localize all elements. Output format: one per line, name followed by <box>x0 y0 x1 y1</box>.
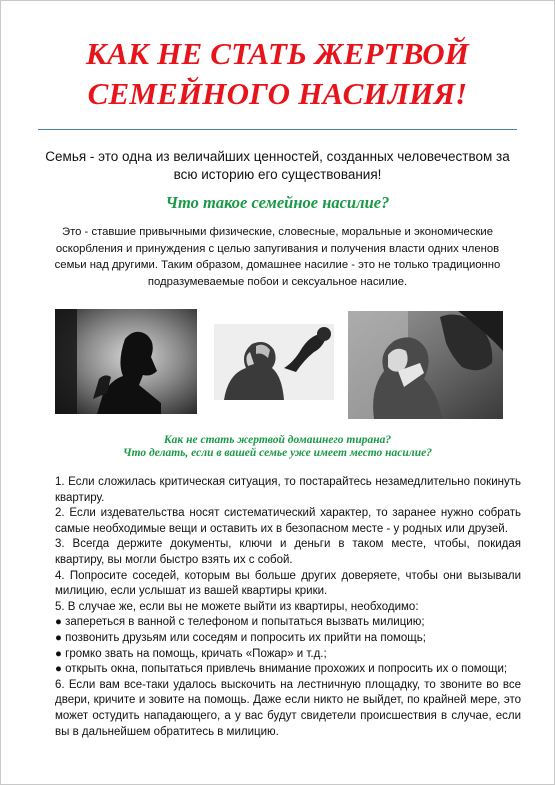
advice-list <box>55 475 521 740</box>
advice-item: 6. Если вам все-таки удалось выскочить на лестничную площадку, то звоните во все двери, кричите и зовите на помощь. Даже если никто не выйдет, по крайней мере, это может остудить нападающего, а у вас будут свидетели происшествия в случае, если вы в дальнейшем обратитесь в милицию. <box>55 678 521 738</box>
title-line-1: КАК НЕ СТАТЬ ЖЕРТВОЙ <box>85 36 470 71</box>
intro-text: Семья - это одна из величайших ценностей, созданных человечеством за всю историю его существования! <box>45 149 510 182</box>
section-heading: Что такое семейное насилие? <box>165 193 390 212</box>
advice-item: 1. Если сложилась критическая ситуация, то постарайтесь незамедлительно покинуть квартиру. <box>55 476 521 504</box>
title-divider <box>38 129 517 130</box>
photo-woman-and-fist <box>348 311 503 419</box>
advice-bullet: ● открыть окна, попытаться привлечь внимание прохожих и попросить их о помощи; <box>55 663 508 676</box>
advice-item: 5. В случае же, если вы не можете выйти из квартиры, необходимо: <box>55 600 419 613</box>
title-line-2: СЕМЕЙНОГО НАСИЛИЯ! <box>87 76 468 111</box>
advice-heading-line-2: Что делать, если в вашей семье уже имеет место насилие? <box>123 447 432 459</box>
photo-raised-fist <box>214 324 334 400</box>
advice-bullet: ● запереться в ванной с телефоном и попытаться вызвать милицию; <box>55 616 425 629</box>
advice-heading <box>21 434 534 460</box>
definition-text: Это - ставшие привычными физические, словесные, моральные и экономические оскорбления и принуждения с целью запугивания и получения власти одних членов семьи над другими. Таким образом, домашнее насилие - это не только традиционно подразумеваемые побои и сексуальное насилие. <box>54 226 501 288</box>
document-page <box>1 1 554 784</box>
advice-item: 2. Если издевательства носят систематический характер, то заранее нужно собрать самые необходимые вещи и оставить их в безопасном месте - у родных или друзей. <box>55 507 521 535</box>
advice-item: 4. Попросите соседей, которым вы больше других доверяете, чтобы они вызывали милицию, если услышат из вашей квартиры крики. <box>55 569 521 598</box>
advice-bullet: ● громко звать на помощь, кричать «Пожар» и т.д.; <box>55 647 327 660</box>
advice-bullet: ● позвонить друзьям или соседям и попросить их прийти на помощь; <box>55 631 426 644</box>
advice-item: 3. Всегда держите документы, ключи и деньги в таком месте, чтобы, покидая квартиру, вы могли быстро взять их с собой. <box>55 538 521 566</box>
advice-heading-line-1: Как не стать жертвой домашнего тирана? <box>163 434 392 446</box>
page-title <box>21 34 534 114</box>
photo-sitting-silhouette <box>55 309 197 414</box>
